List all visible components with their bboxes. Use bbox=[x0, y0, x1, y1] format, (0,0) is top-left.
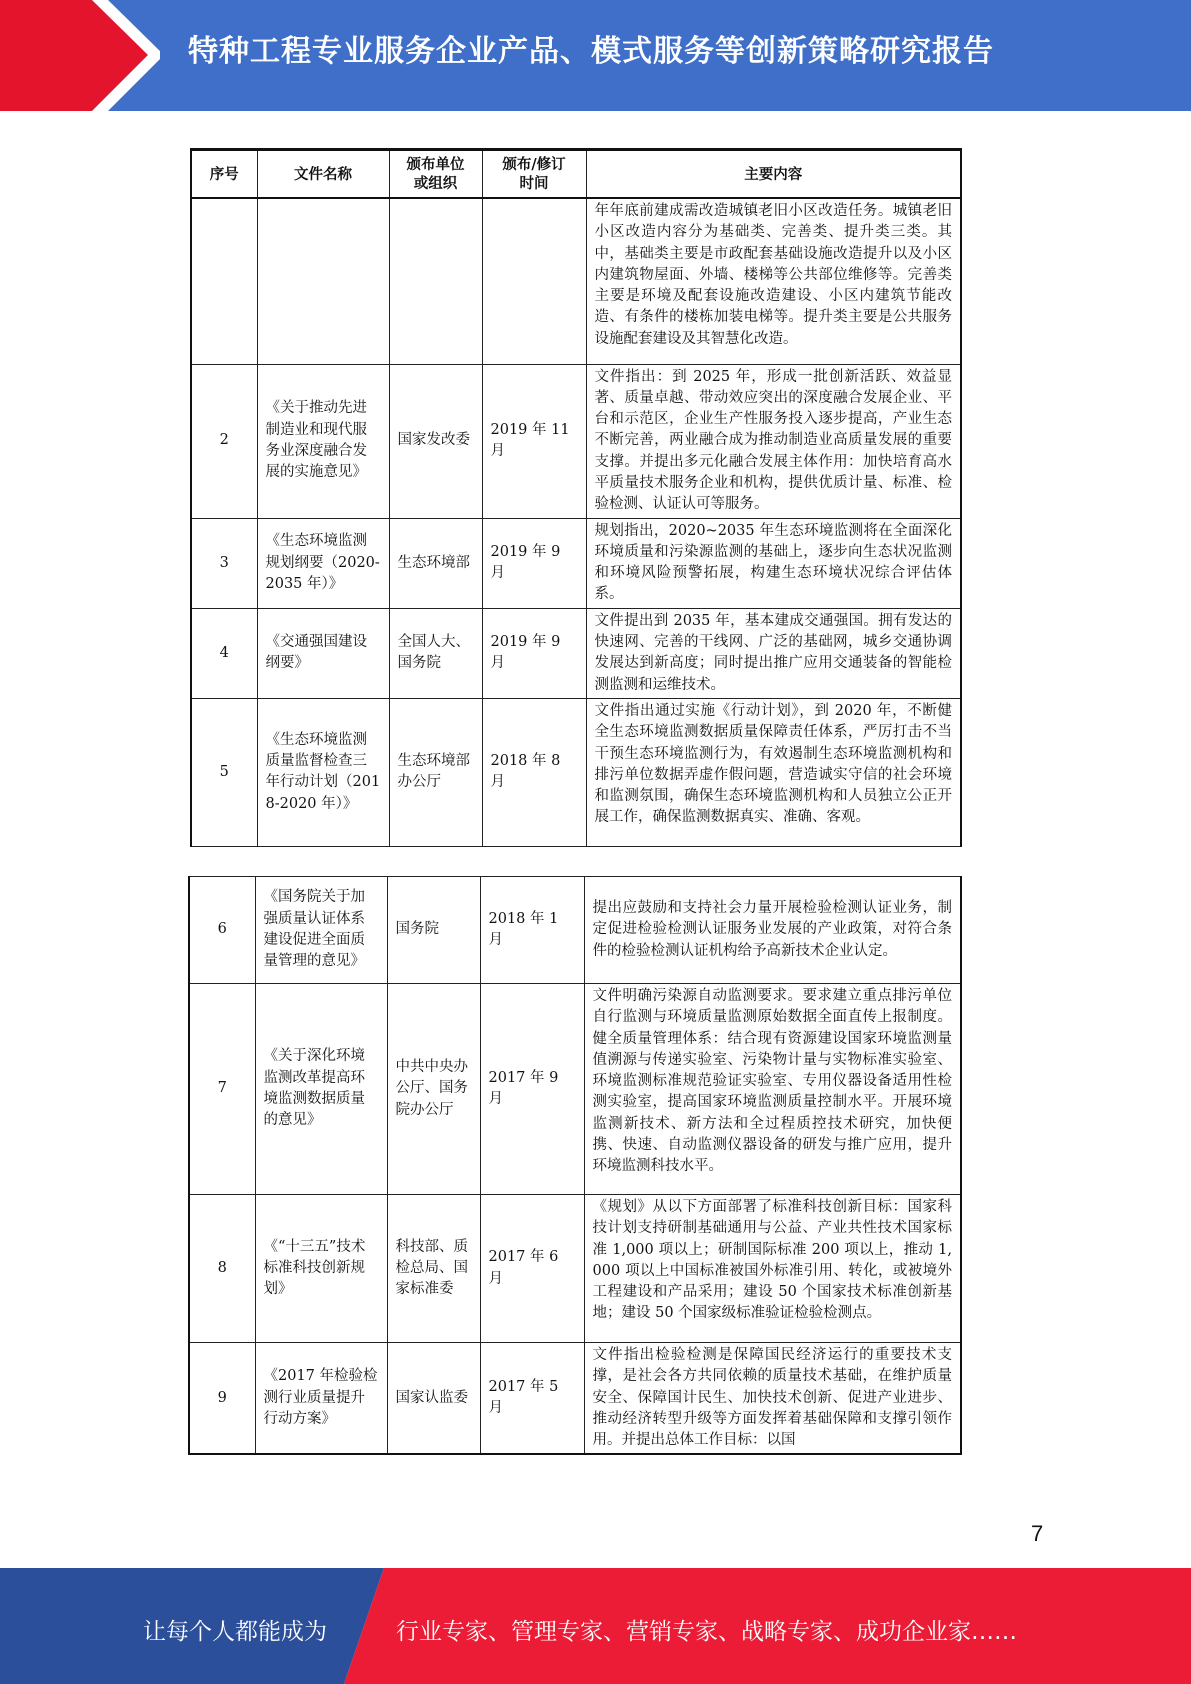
header-chevron-graphic bbox=[0, 0, 160, 111]
header-name: 文件名称 bbox=[257, 150, 389, 199]
row-document-name: 《关于推动先进制造业和现代服务业深度融合发展的实施意见》 bbox=[257, 364, 389, 518]
row-document-name: 《“十三五”技术标准科技创新规划》 bbox=[255, 1195, 387, 1343]
row-date: 2017 年 9 月 bbox=[480, 984, 584, 1195]
row-document-name: 《2017 年检验检测行业质量提升行动方案》 bbox=[255, 1343, 387, 1455]
row-issuer: 国家认监委 bbox=[387, 1343, 480, 1455]
row-content: 《规划》从以下方面部署了标准科技创新目标：国家科技计划支持研制基础通用与公益、产业共性技术国家标准 1,000 项以上；研制国际标准 200 项以上，推动 1,000 项以上中国标准被国外标准引用、转化，或被境外工程建设和产品采用；建设 50 个国家技术标准创新基地；建设 50 个国家级标准验证检验检测点。 bbox=[584, 1195, 961, 1343]
row-issuer: 生态环境部 bbox=[389, 518, 482, 608]
table-row bbox=[191, 698, 961, 846]
row-document-name: 《交通强国建设纲要》 bbox=[257, 608, 389, 698]
row-document-name: 《关于深化环境监测改革提高环境监测数据质量的意见》 bbox=[255, 984, 387, 1195]
row-number: 4 bbox=[191, 608, 257, 698]
row-date: 2018 年 8 月 bbox=[482, 698, 586, 846]
row-number: 7 bbox=[189, 984, 255, 1195]
row-issuer: 国务院 bbox=[387, 877, 480, 984]
row-document-name: 《生态环境监测规划纲要（2020-2035 年）》 bbox=[257, 518, 389, 608]
row-date: 2019 年 11 月 bbox=[482, 364, 586, 518]
header-time: 颁布/修订 时间 bbox=[482, 150, 586, 199]
row-content: 文件指出检验检测是保障国民经济运行的重要技术支撑，是社会各方共同依赖的质量技术基础，在维护质量安全、保障国计民生、加快技术创新、促进产业进步、推动经济转型升级等方面发挥着基础保障和支撑引领作用。并提出总体工作目标：以国 bbox=[584, 1343, 961, 1455]
row-content: 文件指出：到 2025 年，形成一批创新活跃、效益显著、质量卓越、带动效应突出的深度融合发展企业、平台和示范区，企业生产性服务投入逐步提高，产业生态不断完善，两业融合成为推动制造业高质量发展的重要支撑。并提出多元化融合发展主体作用：加快培育高水平质量技术服务企业和机构，提供优质计量、标准、检验检测、认证认可等服务。 bbox=[586, 364, 961, 518]
row-content: 规划指出，2020~2035 年生态环境监测将在全面深化环境质量和污染源监测的基础上，逐步向生态状况监测和环境风险预警拓展，构建生态环境状况综合评估体系。 bbox=[586, 518, 961, 608]
row-number: 3 bbox=[191, 518, 257, 608]
row-number: 6 bbox=[189, 877, 255, 984]
row-date: 2019 年 9 月 bbox=[482, 608, 586, 698]
table-row bbox=[191, 198, 961, 364]
header-content: 主要内容 bbox=[586, 150, 961, 199]
row-number: 2 bbox=[191, 364, 257, 518]
row-issuer: 国家发改委 bbox=[389, 364, 482, 518]
row-document-name: 《国务院关于加强质量认证体系建设促进全面质量管理的意见》 bbox=[255, 877, 387, 984]
table-row bbox=[189, 1343, 961, 1455]
row-content: 文件提出到 2035 年，基本建成交通强国。拥有发达的快速网、完善的干线网、广泛的基础网，城乡交通协调发展达到新高度；同时提出推广应用交通装备的智能检测监测和运维技术。 bbox=[586, 608, 961, 698]
table-header-row bbox=[191, 150, 961, 199]
row-date: 2019 年 9 月 bbox=[482, 518, 586, 608]
row-content: 年年底前建成需改造城镇老旧小区改造任务。城镇老旧小区改造内容分为基础类、完善类、提升类三类。其中，基础类主要是市政配套基础设施改造提升以及小区内建筑物屋面、外墙、楼梯等公共部位维修等。完善类主要是环境及配套设施改造建设、小区内建筑节能改造、有条件的楼栋加装电梯等。提升类主要是公共服务设施配套建设及其智慧化改造。 bbox=[586, 198, 961, 364]
table-row bbox=[189, 877, 961, 984]
row-issuer: 全国人大、国务院 bbox=[389, 608, 482, 698]
header-no: 序号 bbox=[191, 150, 257, 199]
table-row bbox=[189, 984, 961, 1195]
report-title: 特种工程专业服务企业产品、模式服务等创新策略研究报告 bbox=[188, 34, 994, 69]
row-date: 2018 年 1 月 bbox=[480, 877, 584, 984]
row-issuer: 科技部、质检总局、国家标准委 bbox=[387, 1195, 480, 1343]
policy-table-part-2 bbox=[188, 876, 962, 1455]
row-content: 文件指出通过实施《行动计划》，到 2020 年，不断健全生态环境监测数据质量保障责任体系，严厉打击不当干预生态环境监测行为，有效遏制生态环境监测机构和排污单位数据弄虚作假问题，营造诚实守信的社会环境和监测氛围，确保生态环境监测机构和人员独立公正开展工作，确保监测数据真实、准确、客观。 bbox=[586, 698, 961, 846]
header-unit: 颁布单位 或组织 bbox=[389, 150, 482, 199]
table-row bbox=[191, 608, 961, 698]
footer-slogan-right: 行业专家、管理专家、营销专家、战略专家、成功企业家…… bbox=[396, 1619, 1017, 1645]
row-number: 9 bbox=[189, 1343, 255, 1455]
row-document-name: 《生态环境监测质量监督检查三年行动计划（2018-2020 年）》 bbox=[257, 698, 389, 846]
row-date: 2017 年 6 月 bbox=[480, 1195, 584, 1343]
page-number: 7 bbox=[1031, 1521, 1044, 1546]
table-row bbox=[189, 1195, 961, 1343]
row-content: 提出应鼓励和支持社会力量开展检验检测认证业务，制定促进检验检测认证服务业发展的产业政策，对符合条件的检验检测认证机构给予高新技术企业认定。 bbox=[584, 877, 961, 984]
footer-slogan-left: 让每个人都能成为 bbox=[143, 1619, 327, 1645]
row-content: 文件明确污染源自动监测要求。要求建立重点排污单位自行监测与环境质量监测原始数据全面直传上报制度。健全质量管理体系：结合现有资源建设国家环境监测量值溯源与传递实验室、污染物计量与实物标准实验室、环境监测标准规范验证实验室、专用仪器设备适用性检测实验室，提高国家环境监测质量控制水平。开展环境监测新技术、新方法和全过程质控技术研究，加快便携、快速、自动监测仪器设备的研发与推广应用，提升环境监测科技水平。 bbox=[584, 984, 961, 1195]
policy-table-part-1 bbox=[190, 148, 962, 847]
row-number: 8 bbox=[189, 1195, 255, 1343]
table-row bbox=[191, 518, 961, 608]
table-row bbox=[191, 364, 961, 518]
row-issuer: 中共中央办公厅、国务院办公厅 bbox=[387, 984, 480, 1195]
row-date: 2017 年 5 月 bbox=[480, 1343, 584, 1455]
row-issuer: 生态环境部办公厅 bbox=[389, 698, 482, 846]
row-number: 5 bbox=[191, 698, 257, 846]
